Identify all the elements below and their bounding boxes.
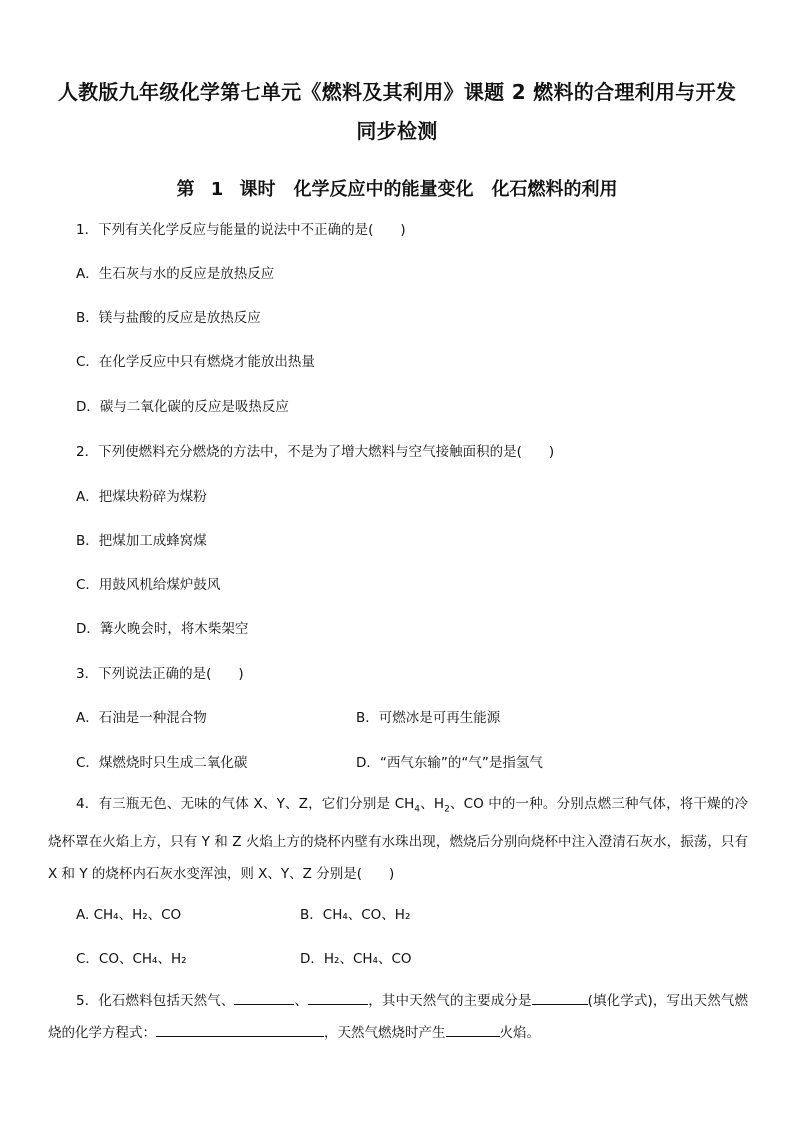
- question-2-option-d: D．篝火晚会时，将木柴架空: [76, 621, 249, 637]
- question-4-option-a: A. CH₄、H₂、CO: [76, 907, 182, 923]
- question-4-option-d: D．H₂、CH₄、CO: [300, 951, 412, 967]
- question-1-option-a: A．生石灰与水的反应是放热反应: [76, 266, 275, 282]
- question-5-text-2: 、: [294, 993, 309, 1009]
- question-4-stem-text-3: 、CO 中的一种。分别点燃三种气体，将干燥的冷烧杯罩在火焰上方，只有 Y 和 Z 火焰上方的烧杯内壁有水珠出现，燃烧后分别向烧杯中注入澄清石灰水，振荡，只有 X 和 Y 的烧杯内石灰水变浑浊，则 X、Y、Z 分别是( ): [48, 796, 749, 882]
- document-title: 人教版九年级化学第七单元《燃料及其利用》课题 2 燃料的合理利用与开发: [57, 80, 737, 104]
- formula-subscript: 2: [444, 804, 450, 815]
- question-1-option-b: B．镁与盐酸的反应是放热反应: [76, 310, 261, 326]
- question-2-option-c: C．用鼓风机给煤炉鼓风: [76, 577, 221, 593]
- question-1-option-c: C．在化学反应中只有燃烧才能放出热量: [76, 354, 315, 370]
- question-3-option-a: A．石油是一种混合物: [76, 710, 207, 726]
- formula-subscript: 4: [414, 804, 421, 815]
- question-2-option-a: A．把煤块粉碎为煤粉: [76, 489, 207, 505]
- answer-blank[interactable]: [532, 990, 588, 1005]
- question-1-option-d: D．碳与二氧化碳的反应是吸热反应: [76, 399, 289, 415]
- question-5-stem: [48, 985, 748, 1049]
- question-3-stem: 3．下列说法正确的是( ): [76, 666, 244, 682]
- answer-blank[interactable]: [446, 1022, 500, 1037]
- question-4-stem-text-1: 4．有三瓶无色、无味的气体 X、Y、Z，它们分别是 CH: [76, 796, 415, 812]
- answer-blank[interactable]: [156, 1022, 324, 1037]
- question-5-text-4: (填化学式)，写出天然气燃烧的化学方程式：: [48, 993, 748, 1041]
- question-2-option-b: B．把煤加工成蜂窝煤: [76, 533, 207, 549]
- question-5-text-1: 5．化石燃料包括天然气、: [76, 993, 235, 1009]
- document-title-continued: 同步检测: [356, 119, 438, 143]
- question-4-option-c: C．CO、CH₄、H₂: [76, 951, 187, 967]
- question-5-text-6: 火焰。: [499, 1025, 540, 1041]
- question-3-option-d: D．“西气东输”的“气”是指氢气: [356, 755, 543, 771]
- question-4-stem-text-2: 、H: [420, 796, 445, 812]
- question-4-option-b: B．CH₄、CO、H₂: [300, 907, 411, 923]
- question-4-stem: [48, 788, 748, 890]
- answer-blank[interactable]: [308, 990, 368, 1005]
- question-5-text-3: ，其中天然气的主要成分是: [368, 993, 532, 1009]
- answer-blank[interactable]: [234, 990, 294, 1005]
- question-1-stem: 1．下列有关化学反应与能量的说法中不正确的是( ): [76, 222, 406, 238]
- lesson-title: 第 1 课时 化学反应中的能量变化 化石燃料的利用: [176, 179, 618, 200]
- question-2-stem: 2．下列使燃料充分燃烧的方法中，不是为了增大燃料与空气接触面积的是( ): [76, 444, 555, 460]
- question-5-text-5: ，天然气燃烧时产生: [324, 1025, 446, 1041]
- question-3-option-b: B．可燃冰是可再生能源: [356, 710, 501, 726]
- question-3-option-c: C．煤燃烧时只生成二氧化碳: [76, 755, 248, 771]
